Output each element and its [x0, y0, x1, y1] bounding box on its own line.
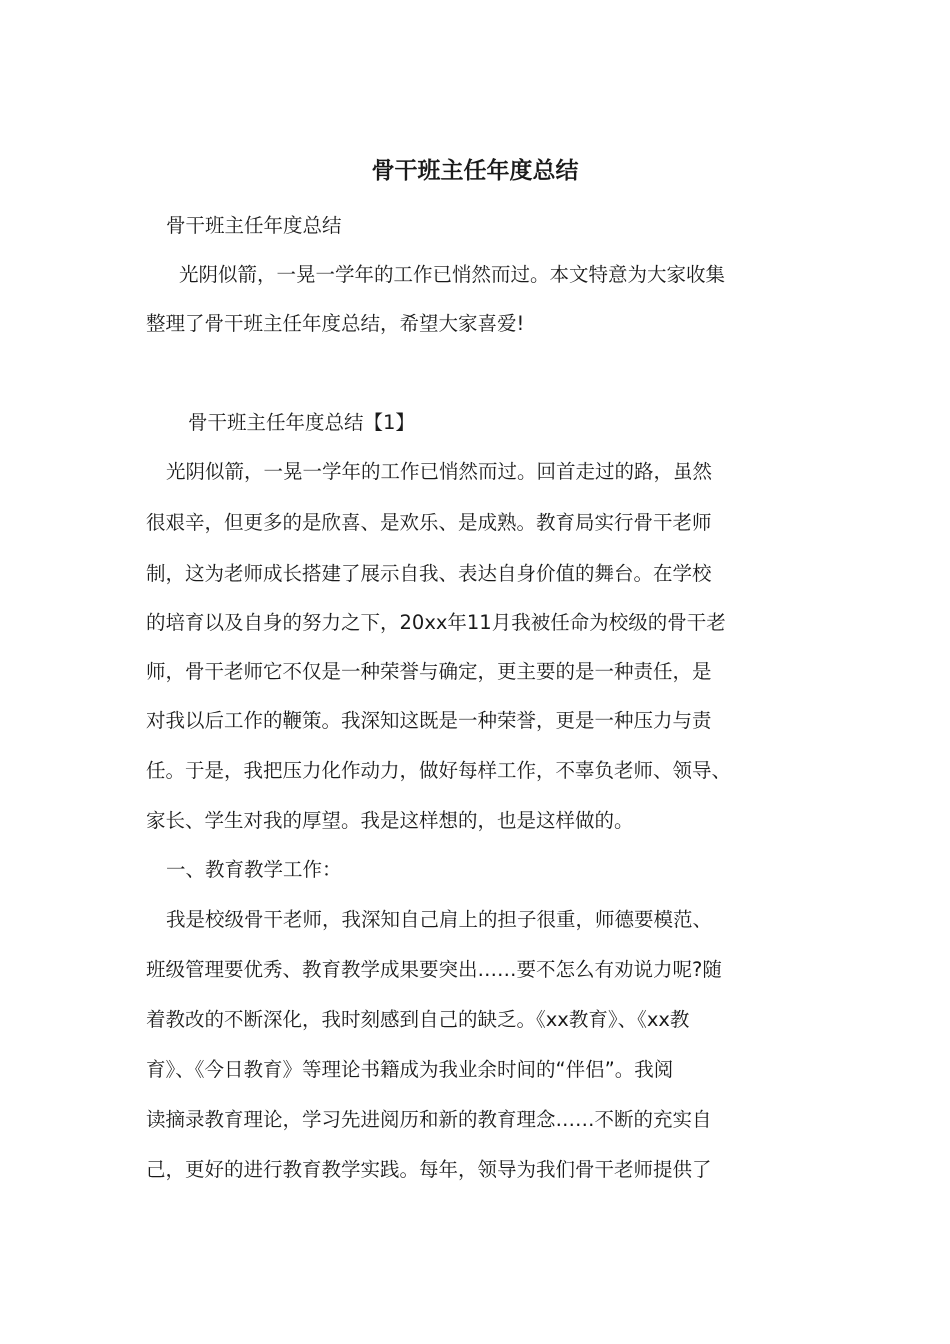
document-title: 骨干班主任年度总结	[371, 157, 579, 184]
body-line: 师，骨干老师它不仅是一种荣誉与确定，更主要的是一种责任，是	[146, 660, 712, 683]
body-line: 育》、《今日教育》等理论书籍成为我业余时间的“伴侣”。我阅	[146, 1058, 674, 1081]
body-line: 我是校级骨干老师，我深知自己肩上的担子很重，师德要模范、	[166, 908, 713, 931]
section-heading: 骨干班主任年度总结【1】	[188, 411, 415, 434]
body-line: 很艰辛，但更多的是欣喜、是欢乐、是成熟。教育局实行骨干老师	[146, 511, 712, 534]
document-subtitle: 骨干班主任年度总结	[166, 214, 342, 237]
body-line: 己，更好的进行教育教学实践。每年，领导为我们骨干老师提供了	[146, 1158, 712, 1181]
body-line: 读摘录教育理论，学习先进阅历和新的教育理念……不断的充实自	[146, 1108, 712, 1131]
body-line: 家长、学生对我的厚望。我是这样想的，也是这样做的。	[146, 809, 634, 832]
body-line: 着教改的不断深化，我时刻感到自己的缺乏。《xx教育》、《xx教	[146, 1008, 690, 1031]
body-line: 制，这为老师成长搭建了展示自我、表达自身价值的舞台。在学校	[146, 562, 712, 585]
body-line: 对我以后工作的鞭策。我深知这既是一种荣誉，更是一种压力与责	[146, 709, 712, 732]
body-line: 光阴似箭，一晃一学年的工作已悄然而过。回首走过的路，虽然	[166, 460, 713, 483]
intro-line: 光阴似箭，一晃一学年的工作已悄然而过。本文特意为大家收集	[179, 263, 726, 286]
intro-line: 整理了骨干班主任年度总结，希望大家喜爱!	[146, 312, 525, 335]
body-line: 的培育以及自身的努力之下，20xx年11月我被任命为校级的骨干老	[146, 611, 726, 634]
section-subheading: 一、教育教学工作：	[166, 858, 342, 881]
body-line: 班级管理要优秀、教育教学成果要突出……要不怎么有劝说力呢?随	[146, 958, 722, 981]
body-line: 任。于是，我把压力化作动力，做好每样工作，不辜负老师、领导、	[146, 759, 732, 782]
